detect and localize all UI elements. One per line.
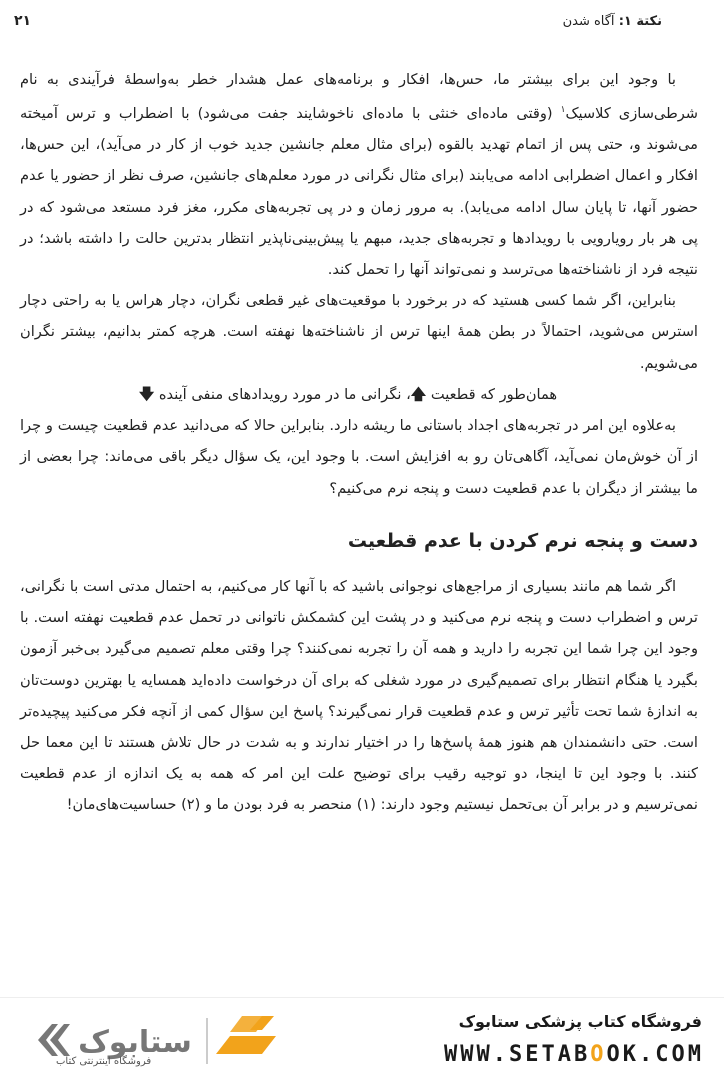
paragraph-1: [20, 64, 698, 285]
paragraph-1-rest: (وقتی ماده‌ای خنثی با ماده‌ای ناخوشایند جفت می‌شود) با اضطراب و ترس آمیخته می‌شوند و، حتی پس از اتمام تهدید بالقوه (برای مثال معلم جانشین جدید خوب از کار در می‌آید)، این حس‌ها، افکار و اعمال اضطرابی ادامه می‌یابند (برای مثال نگرانی در مورد معلم‌های جانشین، صرف نظر از حضور یا عدم حضور آنها، تا پایان سال ادامه می‌یابد). به مرور زمان و در پی تجربه‌های مکرر، مغز فرد مستعد می‌شود که در پی هر بار رویارویی با رویدادها و تجربه‌های جدید، مبهم یا پیش‌بینی‌ناپذیر انتظار بدترین حالت را داشته باشد؛ در نتیجه فرد از ناشناخته‌ها می‌ترسد و نمی‌تواند آنها را تحمل کند.: [20, 105, 698, 279]
emphasis-text-b: ، نگرانی ما در مورد رویدادهای منفی آینده: [158, 385, 411, 403]
page-number: ۲۱: [14, 13, 32, 29]
footnote-ref: ۱: [560, 105, 566, 116]
chapter-title: [563, 14, 662, 29]
arrow-up-icon: 🡅: [410, 384, 427, 403]
arrow-down-icon: 🡇: [138, 384, 155, 403]
paragraph-1-text: با وجود این برای بیشتر ما، حس‌ها، افکار و برنامه‌های عمل هشدار خطر به‌واسطهٔ فرآیندی به نام شرطی‌سازی کلاسیک: [20, 71, 698, 123]
paragraph-2: بنابراین، اگر شما کسی هستید که در برخورد با موقعیت‌های غیر قطعی نگران، دچار هراس یا به راحتی دچار استرس می‌شوید، احتمالاً در بطن همهٔ اینها ترس از ناشناخته‌ها نهفته است. هرچه کمتر بدانیم، بیشتر نگران می‌شویم.: [20, 292, 698, 372]
page-body: [20, 64, 698, 821]
url-suffix: OK.COM: [606, 1042, 704, 1067]
store-banner: [0, 997, 724, 1081]
store-name: فروشگاه کتاب پزشکی ستابوک: [458, 1012, 702, 1031]
emphasis-line: [20, 379, 698, 410]
url-prefix: WWW.: [444, 1042, 510, 1067]
emphasis-text-a: همان‌طور که قطعیت: [430, 385, 558, 403]
paragraph-4: اگر شما هم مانند بسیاری از مراجع‌های نوجوانی باشید که با آنها کار می‌کنیم، به احتمال مدتی است با نگرانی، ترس و اضطراب دست و پنجه نرم می‌کنید و در پشت این کشمکش ناتوانی در تحمل عدم قطعیت نهفته است. با وجود این چرا شما این تجربه را دارید و همه آن را تجربه نمی‌کنند؟ چرا وقتی معلم تصمیم می‌گیرد بی‌خبر آزمون بگیرد یا هنگام انتظار برای تصمیم‌گیری در مورد شغلی که برای آن درخواست داده‌اید همسایه یا بهترین دوست‌تان به اندازهٔ شما تحت تأثیر ترس و عدم قطعیت قرار نمی‌گیرند؟ پاسخ این سؤال کمی از آنچه فکر می‌کنید پیچیده‌تر است. حتی دانشمندان هم هنوز همهٔ پاسخ‌ها را در اختیار ندارند و به شدت در حال تلاش هستند تا این معما حل کنند. با وجود این تا اینجا، دو توجیه رقیب برای توضیح علت این امر که همه به یک اندازه از عدم قطعیت نمی‌ترسیم و در برابر آن بی‌تحمل نیستیم وجود دارند: (۱) منحصر به فرد بودن ما و (۲) حساسیت‌های‌مان!: [20, 577, 698, 814]
chapter-title-text: آگاه شدن: [562, 13, 619, 29]
url-middle: SETAB: [509, 1042, 591, 1067]
paragraph-3: به‌علاوه این امر در تجربه‌های اجداد باستانی ما ریشه دارد. بنابراین حالا که می‌دانید عدم قطعیت چیست و چرا از آن خوش‌مان نمی‌آید، آگاهی‌تان رو به افزایش است. با وجود این، یک سؤال دیگر باقی می‌ماند: چرا بعضی از ما بیشتر از دیگران با عدم قطعیت دست و پنجه نرم می‌کنیم؟: [20, 417, 698, 497]
store-url[interactable]: [444, 1042, 704, 1067]
url-accent-letter: O: [590, 1042, 607, 1067]
logo-text: ستابوک: [78, 1025, 192, 1060]
bottom-fade: [0, 930, 724, 1000]
logo-subtitle: فروشگاه اینترنتی کتاب: [56, 1056, 152, 1067]
section-heading: دست و پنجه نرم کردن با عدم قطعیت: [347, 529, 698, 552]
chapter-prefix: نکتة ۱:: [618, 13, 662, 29]
running-header: [14, 10, 662, 32]
